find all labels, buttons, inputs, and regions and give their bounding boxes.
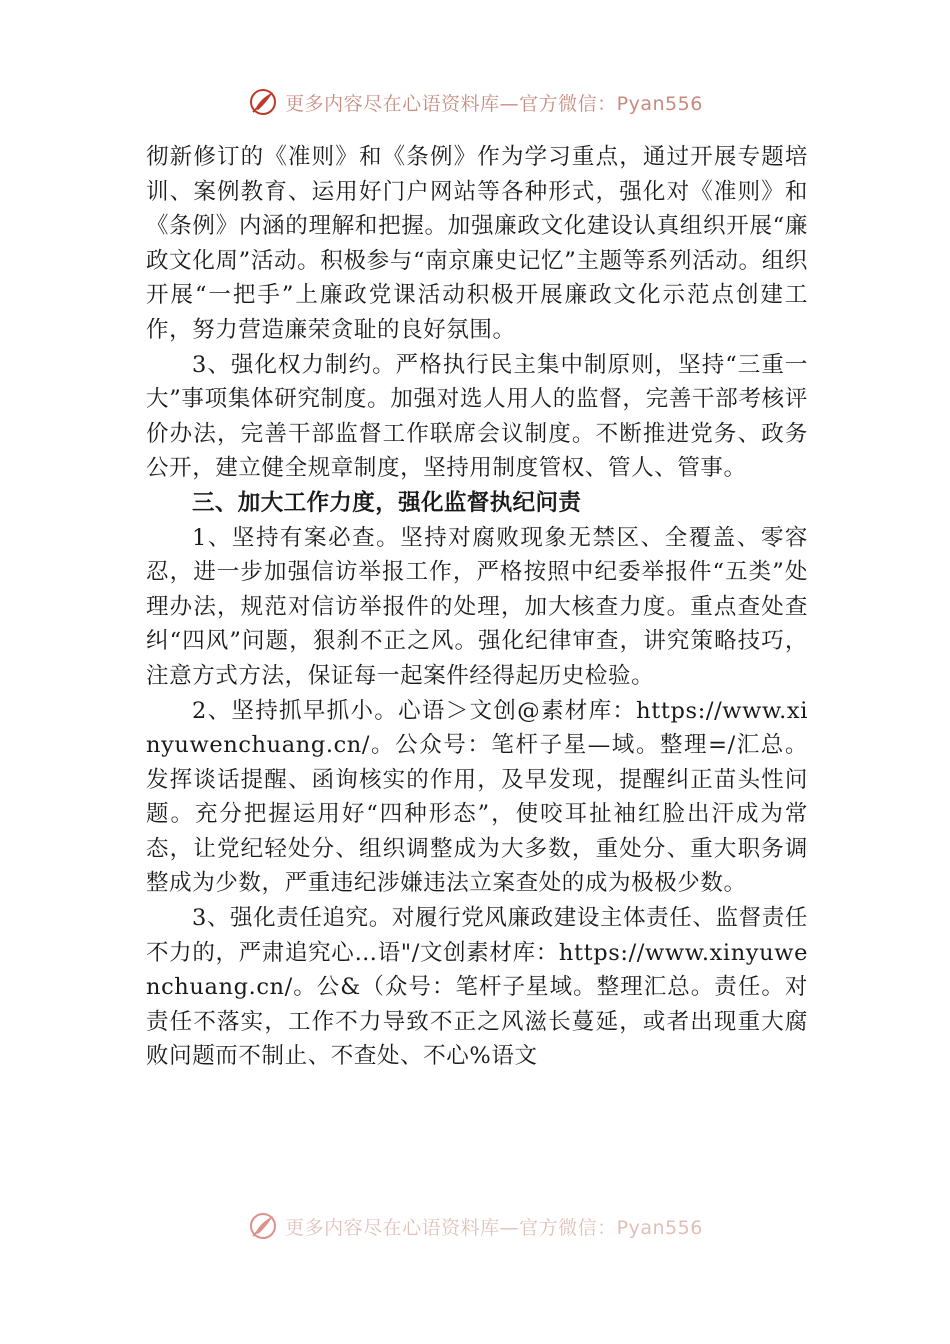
watermark-text: 更多内容尽在心语资料库—官方微信：Pyan556 [285, 1216, 703, 1239]
quill-ribbon-icon [247, 1210, 279, 1242]
document-body [146, 140, 808, 1074]
paragraph-4: 1、坚持有案必查。坚持对腐败现象无禁区、全覆盖、零容忍，进一步加强信访举报工作，严格按照中纪委举报件“五类”处理办法，规范对信访举报件的处理，加大核查力度。重点查处查纠“四风”问题，狠刹不正之风。强化纪律审查，讲究策略技巧，注意方式方法，保证每一起案件经得起历史检验。 [146, 524, 808, 689]
paragraph-2: 3、强化权力制约。严格执行民主集中制原则，坚持“三重一大”事项集体研究制度。加强对选人用人的监督，完善干部考核评价办法，完善干部监督工作联席会议制度。不断推进党务、政务公开，建立健全规章制度，坚持用制度管权、管人、管事。 [146, 351, 808, 482]
paragraph-6: 3、强化责任追究。对履行党风廉政建设主体责任、监督责任不力的，严肃追究心…语"/文创素材库：https://www.xinyuwenchuang.cn/。公&（众号：笔杆子星域。整理汇总。责任。对责任不落实，工作不力导致不正之风滋长蔓延，或者出现重大腐败问题而不制止、不查处、不心%语文 [146, 905, 808, 1070]
quill-ribbon-icon [247, 86, 279, 118]
paragraph-5: 2、坚持抓早抓小。心语＞文创@素材库：https://www.xinyuwenchuang.cn/。公众号：笔杆子星—域。整理=/汇总。发挥谈话提醒、函询核实的作用，及早发现，提醒纠正苗头性问题。充分把握运用好“四种形态”，使咬耳扯袖红脸出汗成为常态，让党纪轻处分、组织调整成为大多数，重处分、重大职务调整成为少数，严重违纪涉嫌违法立案查处的成为极极少数。 [146, 697, 808, 897]
watermark-text: 更多内容尽在心语资料库—官方微信：Pyan556 [285, 92, 703, 115]
header-watermark [0, 86, 950, 118]
footer-watermark [0, 1210, 950, 1242]
paragraph-1: 彻新修订的《准则》和《条例》作为学习重点，通过开展专题培训、案例教育、运用好门户网站等各种形式，强化对《准则》和《条例》内涵的理解和把握。加强廉政文化建设认真组织开展“廉政文化周”活动。积极参与“南京廉史记忆”主题等系列活动。组织开展“一把手”上廉政党课活动积极开展廉政文化示范点创建工作，努力营造廉荣贪耻的良好氛围。 [146, 144, 808, 343]
section-heading-3: 三、加大工作力度，强化监督执纪问责 [192, 489, 582, 516]
